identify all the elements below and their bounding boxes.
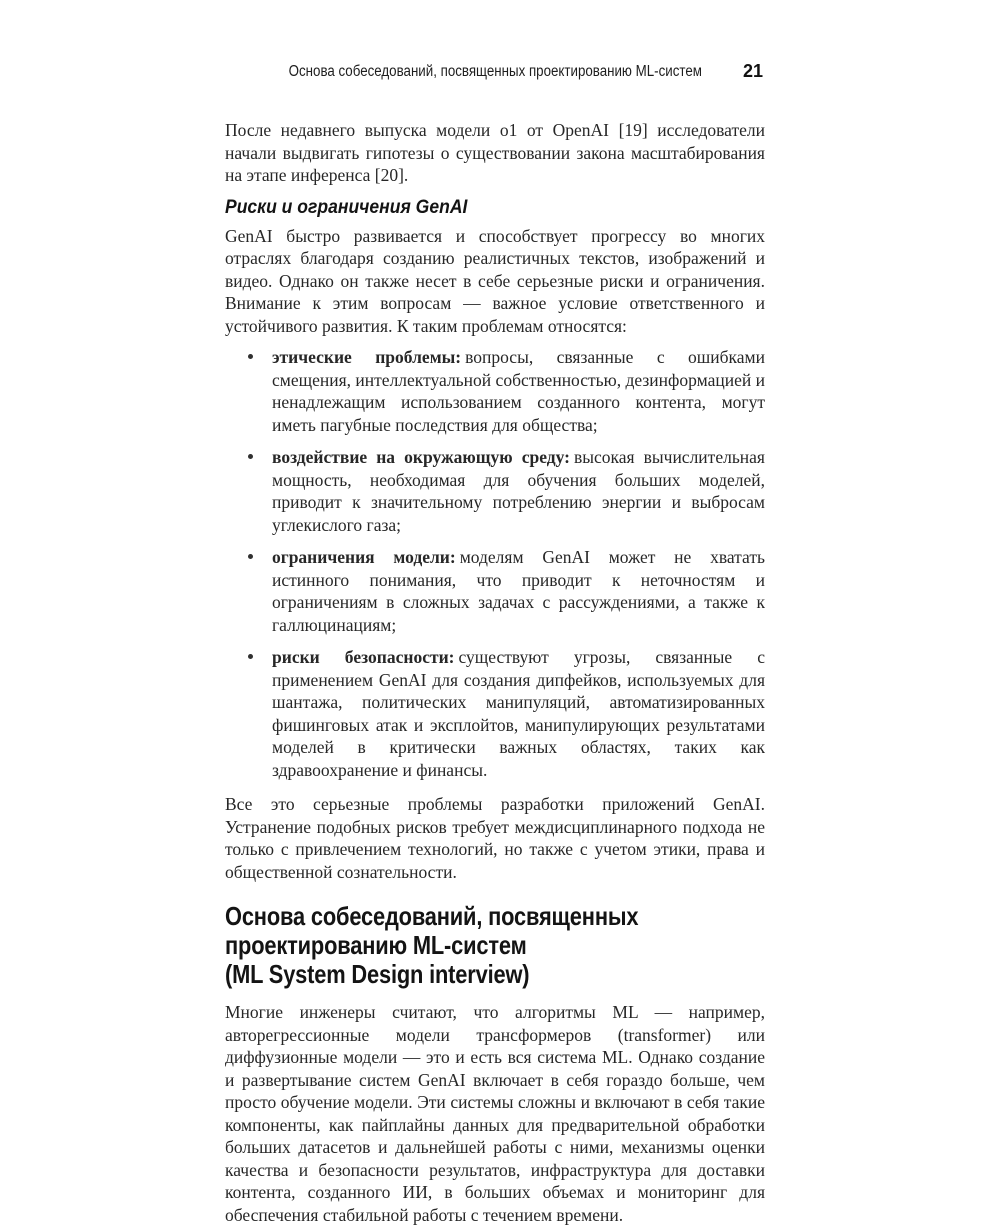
list-item xyxy=(225,646,765,781)
section-heading-line xyxy=(225,960,765,989)
section-heading-text: (ML System Design interview) xyxy=(225,959,530,989)
intro-paragraph: После недавнего выпуска модели o1 от OpenAI [19] исследователи начали выдвигать гипотезы о существовании закона масштабирования на этапе инференса [20]. xyxy=(225,120,765,185)
running-head-title: Основа собеседований, посвященных проектированию ML-систем xyxy=(288,63,702,80)
section-heading-text: Основа собеседований, посвященных xyxy=(225,901,639,931)
risks-subheading xyxy=(225,195,765,220)
list-item xyxy=(225,346,765,436)
running-head xyxy=(225,63,765,83)
page-number: 21 xyxy=(742,61,763,81)
bullet-icon xyxy=(248,654,253,659)
bullet-icon xyxy=(248,554,253,559)
risks-closing-paragraph: Все это серьезные проблемы разработки приложений GenAI. Устранение подобных рисков требует междисциплинарного подхода не только с привлечением технологий, но также с учетом этики, права и общественной сознательности. xyxy=(225,794,765,882)
risks-bullet-list xyxy=(225,346,765,781)
bullet-text: высокая вычислительная мощность, необходимая для обучения больших моделей, приводит к значительному потреблению энергии и выбросам углекислого газа; xyxy=(272,447,765,535)
section-heading-line xyxy=(225,902,765,931)
risks-subheading-text: Риски и ограничения GenAI xyxy=(225,195,468,218)
list-item xyxy=(225,546,765,636)
bullet-text: вопросы, связанные с ошибками смещения, интеллектуальной собственностью, дезинформацией и ненадлежащим использованием созданного контента, могут иметь пагубные последствия для общества; xyxy=(272,347,765,435)
bullet-icon xyxy=(248,354,253,359)
main-section-paragraph: Многие инженеры считают, что алгоритмы ML — например, авторегрессионные модели трансформеров (transformer) или диффузионные модели — это и есть вся система ML. Однако создание и развертывание систем GenAI включает в себя гораздо больше, чем просто обучение модели. Эти системы сложны и включают в себя такие компоненты, как пайплайны данных для предварительной обработки больших датасетов и дальнейшей работы с ними, механизмы оценки качества и безопасности результатов, инфраструктура для доставки контента, созданного ИИ, в больших объемах и мониторинг для обеспечения стабильной работы с течением времени. xyxy=(225,1002,765,1225)
list-item xyxy=(225,446,765,536)
section-heading xyxy=(225,902,765,989)
bullet-text: существуют угрозы, связанные с применением GenAI для создания дипфейков, используемых для шантажа, политических манипуляций, автоматизированных фишинговых атак и эксплойтов, манипулирующих результатами моделей в критически важных областях, таких как здравоохранение и финансы. xyxy=(272,647,765,780)
bullet-term: этические проблемы: xyxy=(272,347,462,367)
bullet-term: риски безопасности: xyxy=(272,647,455,667)
section-heading-text: проектированию ML-систем xyxy=(225,930,527,960)
bullet-icon xyxy=(248,454,253,459)
section-heading-line xyxy=(225,931,765,960)
bullet-term: ограничения модели: xyxy=(272,547,456,567)
bullet-term: воздействие на окружающую среду: xyxy=(272,447,570,467)
risks-lead-paragraph: GenAI быстро развивается и способствует прогрессу во многих отраслях благодаря созданию реалистичных текстов, изображений и видео. Однако он также несет в себе серьезные риски и ограничения. Внимание к этим вопросам — важное условие ответственного и устойчивого развития. К таким проблемам относятся: xyxy=(225,225,765,336)
bullet-text: моделям GenAI может не хватать истинного понимания, что приводит к неточностям и ограничениям в сложных задачах с рассуждениями, а также к галлюцинациям; xyxy=(272,547,765,635)
